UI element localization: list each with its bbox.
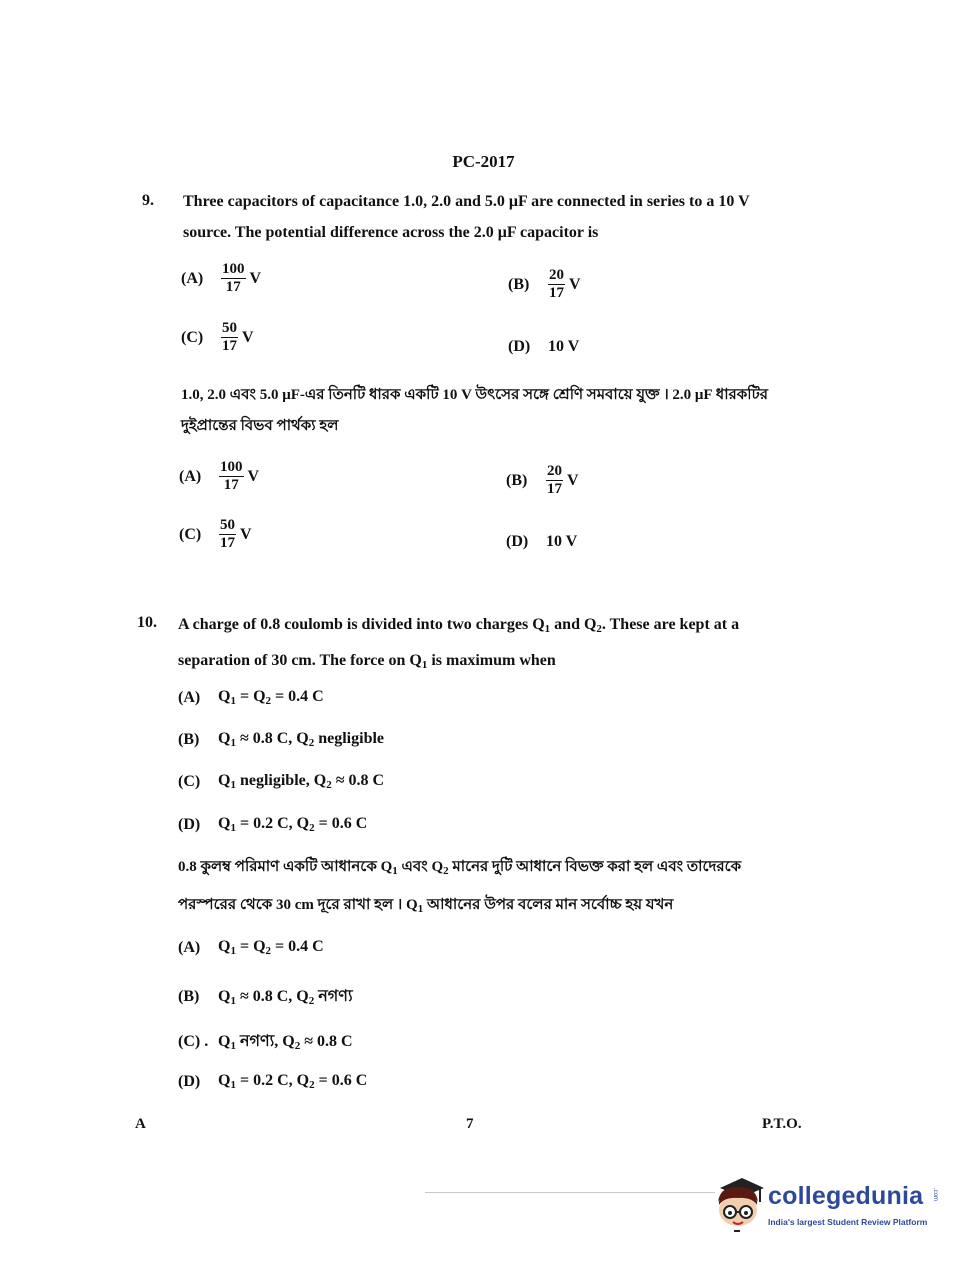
option-label: (C) xyxy=(179,525,202,543)
option-label: (A) xyxy=(179,467,202,485)
text-part: = 0.2 C, Q xyxy=(235,815,310,832)
fraction xyxy=(219,460,244,493)
q9-option-a xyxy=(181,262,261,295)
text-part: Q xyxy=(218,688,231,705)
option-label: (B) xyxy=(178,730,200,748)
question-9-line-1: Three capacitors of capacitance 1.0, 2.0 and 5.0 μF are connected in series to a 10 V xyxy=(183,193,750,210)
option-label: (B) xyxy=(506,471,528,489)
subscript: 2 xyxy=(308,995,315,1007)
denominator: 17 xyxy=(225,279,241,295)
mascot-icon xyxy=(708,1172,766,1234)
footer-series: A xyxy=(135,1116,146,1132)
q10-bn-option-a xyxy=(178,938,324,957)
subscript: 2 xyxy=(326,779,332,791)
q10-bengali-text xyxy=(178,852,818,925)
subscript: 1 xyxy=(544,623,551,635)
q9-bn-option-d xyxy=(506,533,577,551)
page-number: 7 xyxy=(466,1116,474,1132)
text-part: A charge of 0.8 coulomb is divided into two charges Q xyxy=(178,616,545,633)
text-part: Q xyxy=(218,815,231,832)
q9-bn-option-a xyxy=(179,460,259,493)
question-9-text xyxy=(183,186,823,248)
q9-option-d xyxy=(508,338,579,356)
option-label: (B) xyxy=(508,275,530,293)
q9-option-b xyxy=(508,268,581,301)
option-text xyxy=(218,983,353,1010)
numerator: 50 xyxy=(222,320,237,336)
footer-pto: P.T.O. xyxy=(762,1116,802,1132)
unit: V xyxy=(240,525,252,543)
text-part: Q xyxy=(218,1072,231,1089)
option-text xyxy=(218,688,324,707)
subscript: 2 xyxy=(265,945,272,957)
denominator: 17 xyxy=(222,338,237,354)
unit: V xyxy=(569,275,581,293)
fraction xyxy=(546,464,563,497)
question-10-number: 10. xyxy=(137,614,157,631)
question-10-line-2 xyxy=(178,645,818,681)
q9-bengali-line-2: দুইপ্রান্তের বিভব পার্থক্য হল xyxy=(181,418,339,434)
text-part: = 0.6 C xyxy=(314,1072,368,1089)
subscript: 1 xyxy=(230,822,236,834)
q10-option-a xyxy=(178,688,324,707)
q10-bn-option-b xyxy=(178,983,353,1010)
subscript: 1 xyxy=(230,695,236,707)
option-text xyxy=(218,1072,367,1091)
option-label: (C) xyxy=(178,772,201,790)
numerator: 20 xyxy=(547,463,562,479)
subscript: 2 xyxy=(308,737,315,749)
option-text xyxy=(218,815,367,834)
option-label: (D) xyxy=(508,338,531,355)
numerator: 50 xyxy=(220,517,235,533)
brand-com: .com xyxy=(932,1188,938,1202)
option-text xyxy=(218,730,384,749)
denominator: 17 xyxy=(223,477,239,493)
subscript: 2 xyxy=(309,822,315,834)
denominator: 17 xyxy=(547,481,562,497)
text-part: separation of 30 cm. The force on Q xyxy=(178,652,422,669)
text-part: Q xyxy=(218,938,231,955)
q10-bn-option-c xyxy=(178,1028,353,1055)
q10-option-d xyxy=(178,815,367,834)
fraction xyxy=(221,262,246,295)
text-part: পরস্পরের থেকে 30 cm দূরে রাখা হল । Q xyxy=(178,897,418,913)
numerator: 20 xyxy=(549,267,564,283)
q9-option-c xyxy=(181,321,254,354)
q9-bengali-text xyxy=(181,380,821,442)
unit: V xyxy=(242,328,254,346)
subscript: 1 xyxy=(230,779,236,791)
option-label: (D) xyxy=(178,1072,201,1090)
fraction xyxy=(548,268,565,301)
q9-bn-option-c xyxy=(179,518,252,551)
question-9-line-2: source. The potential difference across the 2.0 μF capacitor is xyxy=(183,224,599,241)
subscript: 2 xyxy=(443,865,449,877)
text-part: ≈ 0.8 C xyxy=(331,772,385,789)
denominator: 17 xyxy=(549,285,564,301)
option-text xyxy=(218,938,324,957)
text-part: negligible, Q xyxy=(235,772,327,789)
text-part: = Q xyxy=(235,938,266,955)
text-part: = 0.2 C, Q xyxy=(235,1072,310,1089)
subscript: 2 xyxy=(265,695,272,707)
text-part: ≈ 0.8 C xyxy=(300,1033,353,1050)
collegedunia-watermark xyxy=(708,1170,938,1236)
subscript: 1 xyxy=(230,945,236,957)
paper-code: PC-2017 xyxy=(452,152,515,171)
text-part: = 0.4 C xyxy=(271,688,324,705)
option-label: (C) xyxy=(181,328,204,346)
question-10-text xyxy=(178,609,818,681)
text-part: ≈ 0.8 C, Q xyxy=(235,730,309,747)
fraction xyxy=(219,518,236,551)
unit: V xyxy=(567,471,579,489)
text-part: Q xyxy=(218,1033,231,1050)
subscript: 1 xyxy=(417,903,424,915)
q10-bengali-line-2 xyxy=(178,890,818,925)
text-part: আধানের উপর বলের মান সর্বোচ্চ হয় যখন xyxy=(423,897,674,913)
option-text xyxy=(218,772,384,791)
q10-option-c xyxy=(178,772,384,791)
text-part: = 0.6 C xyxy=(314,815,368,832)
subscript: 2 xyxy=(596,623,602,635)
brand-name: collegedunia xyxy=(768,1182,924,1210)
option-label: (B) xyxy=(178,987,200,1005)
q10-option-b xyxy=(178,730,384,749)
text-part: নগণ্য, Q xyxy=(235,1033,295,1050)
text-part: = Q xyxy=(235,688,266,705)
text-part: Q xyxy=(218,988,231,1005)
numerator: 100 xyxy=(222,261,245,277)
option-label: (C) . xyxy=(178,1032,209,1050)
option-text: 10 V xyxy=(546,533,578,550)
q9-bengali-line-1: 1.0, 2.0 এবং 5.0 μF-এর তিনটি ধারক একটি 10 V উৎসের সঙ্গে শ্রেণি সমবায়ে যুক্ত । 2.0 μF ধারকটির xyxy=(181,387,769,403)
q10-bengali-line-1 xyxy=(178,852,818,887)
text-part: negligible xyxy=(314,730,385,747)
text-part: = 0.4 C xyxy=(271,938,324,955)
subscript: 1 xyxy=(392,865,398,877)
scan-line xyxy=(425,1192,715,1193)
text-part: is maximum when xyxy=(427,652,556,669)
subscript: 1 xyxy=(230,737,236,749)
subscript: 1 xyxy=(230,1079,236,1091)
q10-bn-option-d xyxy=(178,1072,367,1091)
option-label: (A) xyxy=(178,938,201,956)
subscript: 2 xyxy=(309,1079,315,1091)
subscript: 2 xyxy=(294,1040,301,1052)
option-label: (A) xyxy=(181,269,204,287)
text-part: . These are kept at a xyxy=(601,616,740,633)
option-text xyxy=(218,1028,353,1055)
option-label: (A) xyxy=(178,688,201,706)
text-part: এবং Q xyxy=(397,859,444,875)
subscript: 1 xyxy=(421,659,428,671)
text-part: মানের দুটি আধানে বিভক্ত করা হল এবং তাদেরকে xyxy=(448,859,742,875)
fraction xyxy=(221,321,238,354)
text-part: ≈ 0.8 C, Q xyxy=(235,988,309,1005)
numerator: 100 xyxy=(220,459,243,475)
question-10-line-1 xyxy=(178,609,818,645)
denominator: 17 xyxy=(220,535,235,551)
option-label: (D) xyxy=(506,533,529,550)
text-part: Q xyxy=(218,772,231,789)
text-part: Q xyxy=(218,730,231,747)
unit: V xyxy=(249,269,262,287)
unit: V xyxy=(247,467,260,485)
text-part: 0.8 কুলম্ব পরিমাণ একটি আধানকে Q xyxy=(178,859,393,875)
option-text: 10 V xyxy=(548,338,580,355)
option-label: (D) xyxy=(178,815,201,833)
question-9-number: 9. xyxy=(142,192,154,209)
text-part: and Q xyxy=(550,616,597,633)
q9-bn-option-b xyxy=(506,464,579,497)
subscript: 1 xyxy=(230,1040,236,1052)
text-part: নগণ্য xyxy=(314,988,353,1005)
brand-tagline: India's largest Student Review Platform xyxy=(768,1217,928,1227)
subscript: 1 xyxy=(230,995,236,1007)
